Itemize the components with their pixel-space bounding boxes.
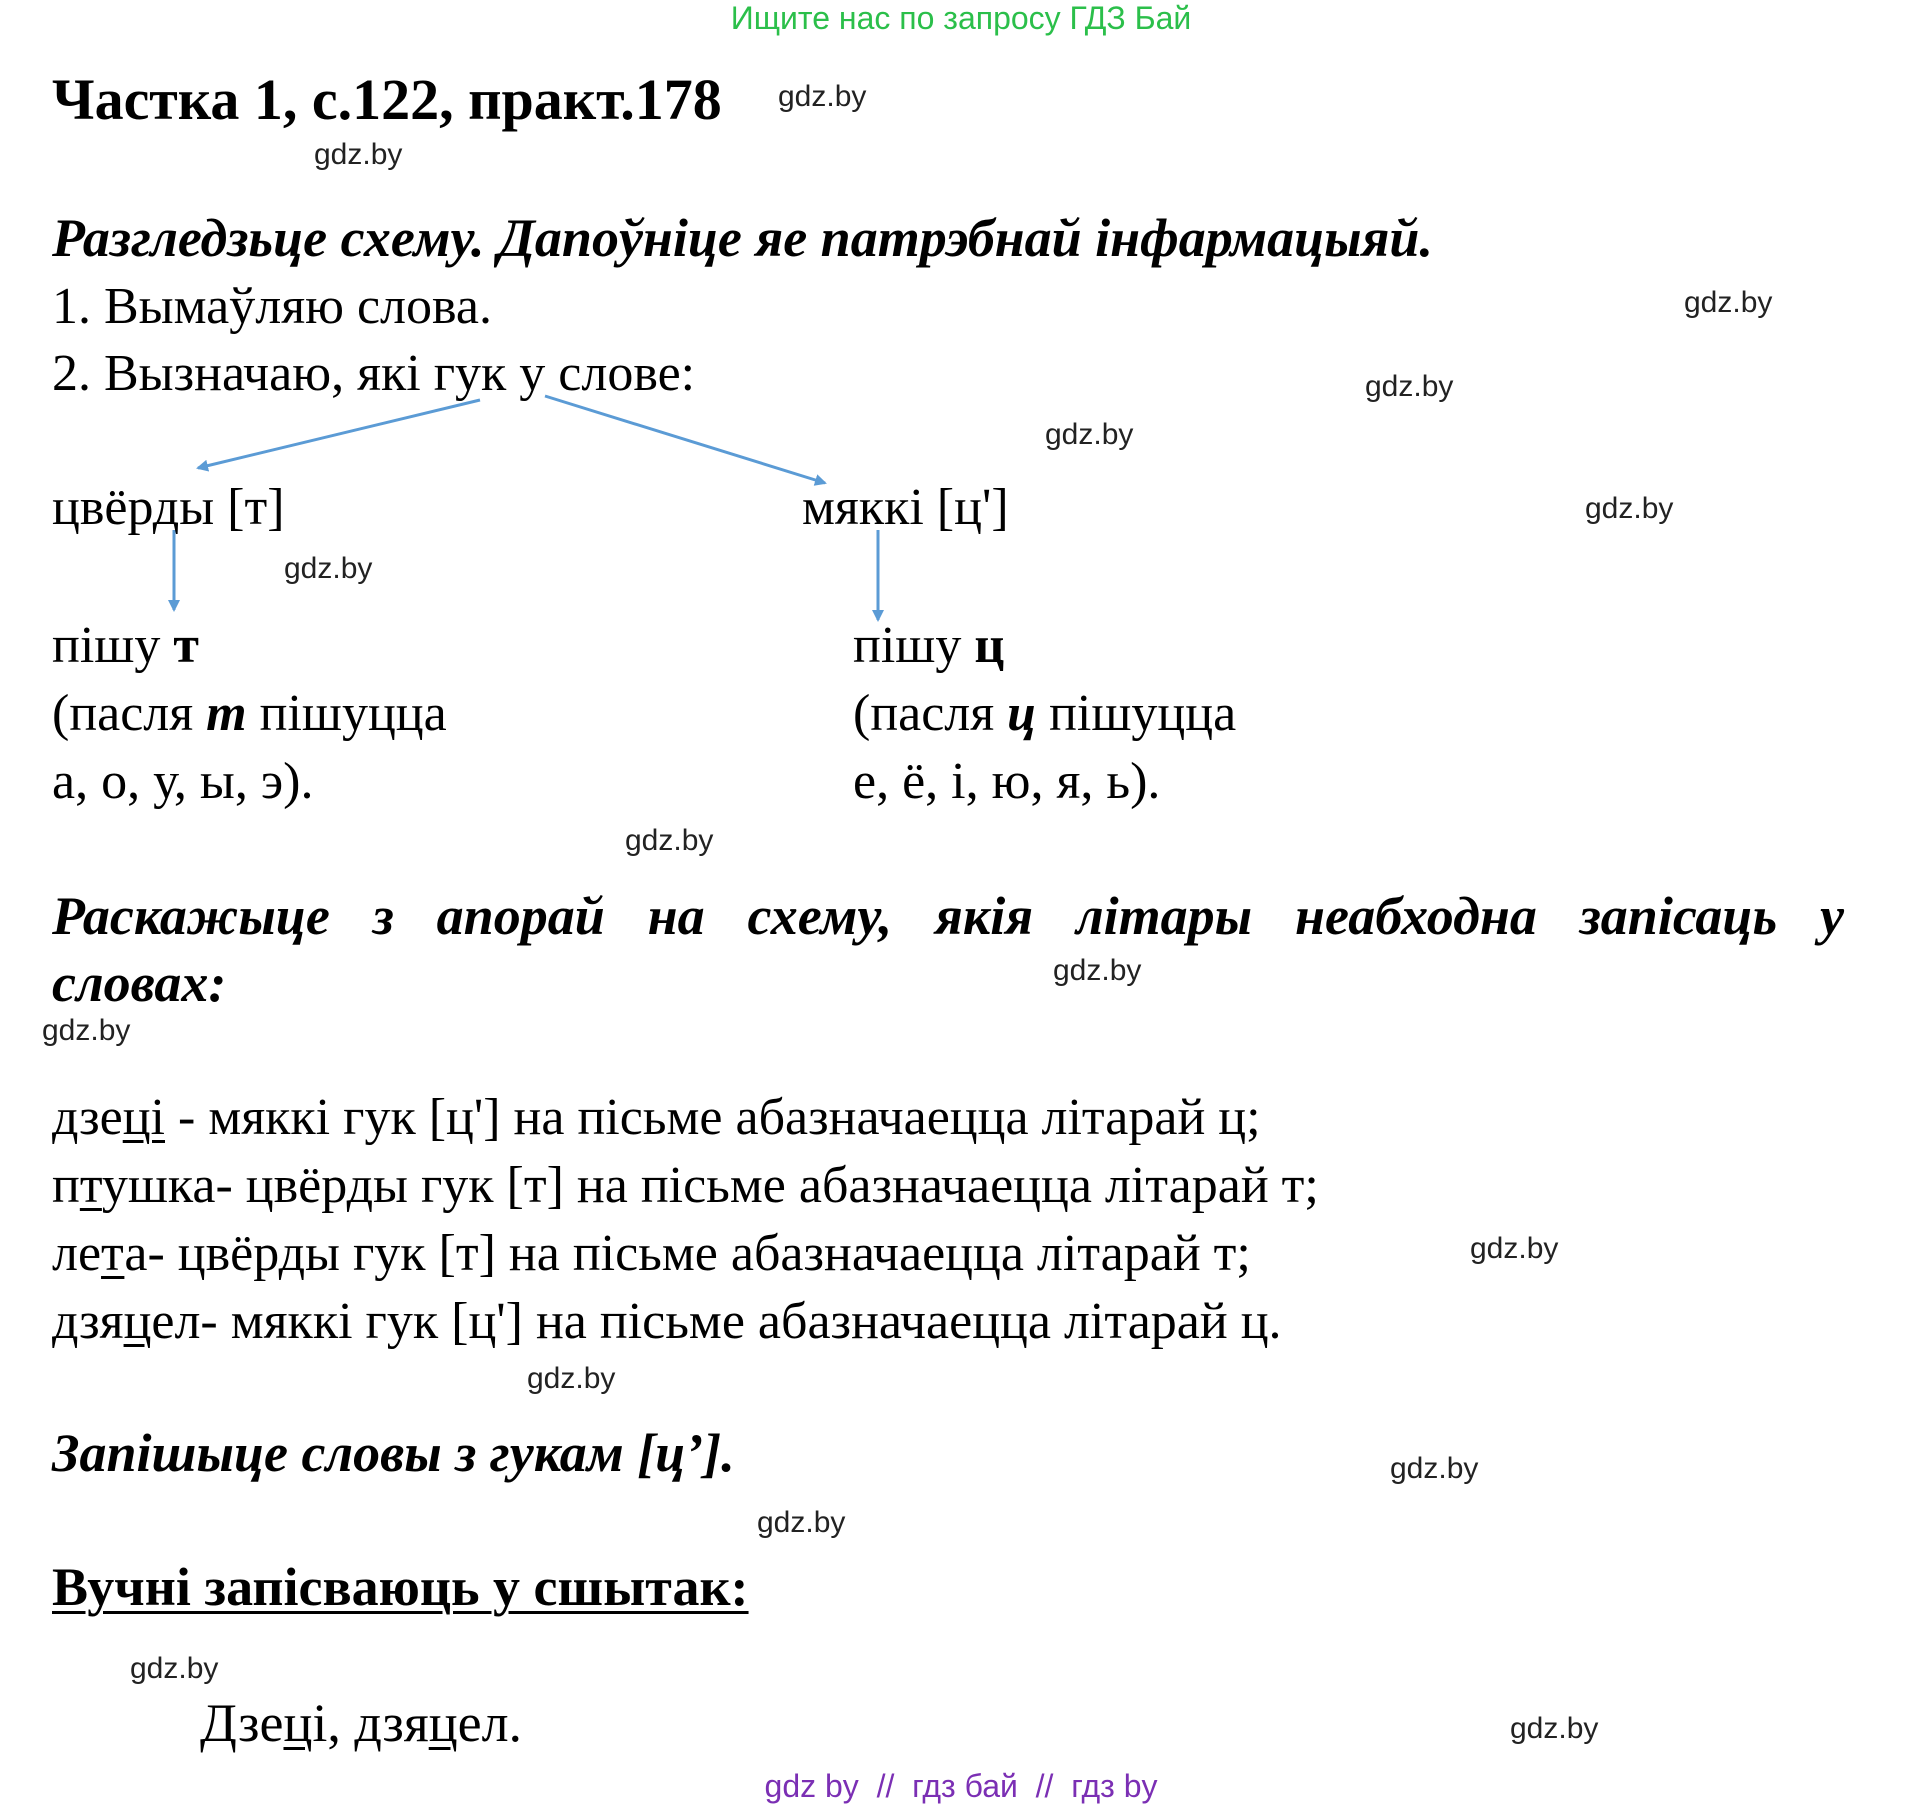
example-line bbox=[52, 1156, 1319, 1216]
arrow-to-hard bbox=[198, 400, 480, 468]
hard-note-prefix: (пасля bbox=[52, 685, 207, 742]
example-letter: т bbox=[79, 1157, 102, 1214]
task-instruction-2-cont: словах: bbox=[52, 953, 227, 1013]
hard-write-letter: т bbox=[173, 617, 199, 674]
top-banner[interactable]: Ищите нас по запросу ГДЗ Бай bbox=[730, 0, 1192, 36]
example-line bbox=[52, 1292, 1282, 1352]
watermark: gdz.by bbox=[1053, 954, 1142, 987]
soft-note bbox=[853, 684, 1236, 744]
soft-note-prefix: (пасля bbox=[853, 685, 1008, 742]
soft-note-letter: ц bbox=[1007, 685, 1037, 742]
arrow-to-soft bbox=[545, 396, 825, 483]
hard-note bbox=[52, 684, 447, 744]
watermark: gdz.by bbox=[527, 1362, 616, 1395]
footer-links[interactable]: gdz by // гдз бай // гдз by bbox=[764, 1768, 1158, 1804]
example-explanation: ел- мяккі гук [ц'] на пісьме абазначаецца літарай ц. bbox=[151, 1293, 1282, 1350]
watermark: gdz.by bbox=[314, 138, 403, 171]
soft-note-suffix: пішуцца bbox=[1036, 685, 1237, 742]
step-2: 2. Вызначаю, які гук у слове: bbox=[52, 345, 696, 402]
example-line bbox=[52, 1224, 1251, 1284]
watermark: gdz.by bbox=[1045, 418, 1134, 451]
step-1: 1. Вымаўляю слова. bbox=[52, 278, 492, 335]
hard-write-rule bbox=[52, 616, 199, 676]
notebook-heading: Вучні запісваюць у сшытак: bbox=[52, 1557, 749, 1617]
watermark: gdz.by bbox=[284, 552, 373, 585]
hard-note-suffix: пішуцца bbox=[246, 685, 447, 742]
example-line bbox=[52, 1088, 1261, 1148]
answer-line bbox=[200, 1692, 522, 1754]
watermark: gdz.by bbox=[1390, 1452, 1479, 1485]
example-word-start: п bbox=[52, 1157, 80, 1214]
soft-sound-label: мяккі [ц'] bbox=[802, 479, 1009, 536]
example-letter: ц bbox=[123, 1293, 152, 1350]
task-instruction-2-line-1: Раскажыце з апорай на схему, якія літары неабходна запісаць у bbox=[52, 886, 1844, 946]
example-word-start: дзя bbox=[52, 1293, 124, 1350]
watermark: gdz.by bbox=[757, 1506, 846, 1539]
task-instruction-2 bbox=[52, 885, 1844, 947]
hard-vowels: а, о, у, ы, э). bbox=[52, 753, 314, 810]
page-title: Частка 1, с.122, практ.178 bbox=[52, 67, 722, 132]
example-word-start: ле bbox=[52, 1225, 102, 1282]
answer-part: Дзе bbox=[200, 1693, 284, 1753]
soft-write-rule bbox=[853, 616, 1004, 676]
example-word-start: дзе bbox=[52, 1089, 123, 1146]
watermark: gdz.by bbox=[1684, 286, 1773, 319]
hard-write-prefix: пішу bbox=[52, 617, 174, 674]
watermark: gdz.by bbox=[1585, 492, 1674, 525]
hard-sound-label: цвёрды [т] bbox=[52, 479, 285, 536]
watermark: gdz.by bbox=[42, 1014, 131, 1047]
answer-part: і, дзя bbox=[312, 1693, 429, 1753]
watermark: gdz.by bbox=[625, 824, 714, 857]
task-instruction-3: Запішыце словы з гукам [ц’]. bbox=[52, 1423, 735, 1483]
watermark: gdz.by bbox=[1510, 1712, 1599, 1745]
example-explanation: а- цвёрды гук [т] на пісьме абазначаецца літарай т; bbox=[124, 1225, 1251, 1282]
example-letter: т bbox=[101, 1225, 125, 1282]
watermark: gdz.by bbox=[778, 80, 867, 113]
soft-vowels: е, ё, і, ю, я, ь). bbox=[853, 753, 1161, 810]
soft-write-letter: ц bbox=[974, 617, 1005, 674]
hard-note-letter: т bbox=[206, 685, 247, 742]
answer-letter: ц bbox=[428, 1693, 458, 1753]
example-letter: ці bbox=[122, 1089, 165, 1146]
answer-part: ел. bbox=[457, 1693, 523, 1753]
soft-write-prefix: пішу bbox=[853, 617, 975, 674]
watermark: gdz.by bbox=[1365, 370, 1454, 403]
watermark: gdz.by bbox=[130, 1652, 219, 1685]
example-explanation: - мяккі гук [ц'] на пісьме абазначаецца літарай ц; bbox=[165, 1089, 1261, 1146]
task-instruction-1: Разгледзьце схему. Дапоўніце яе патрэбнай інфармацыяй. bbox=[52, 208, 1433, 268]
example-explanation: ушка- цвёрды гук [т] на пісьме абазначаецца літарай т; bbox=[101, 1157, 1319, 1214]
answer-letter: ц bbox=[283, 1693, 313, 1753]
watermark: gdz.by bbox=[1470, 1232, 1559, 1265]
